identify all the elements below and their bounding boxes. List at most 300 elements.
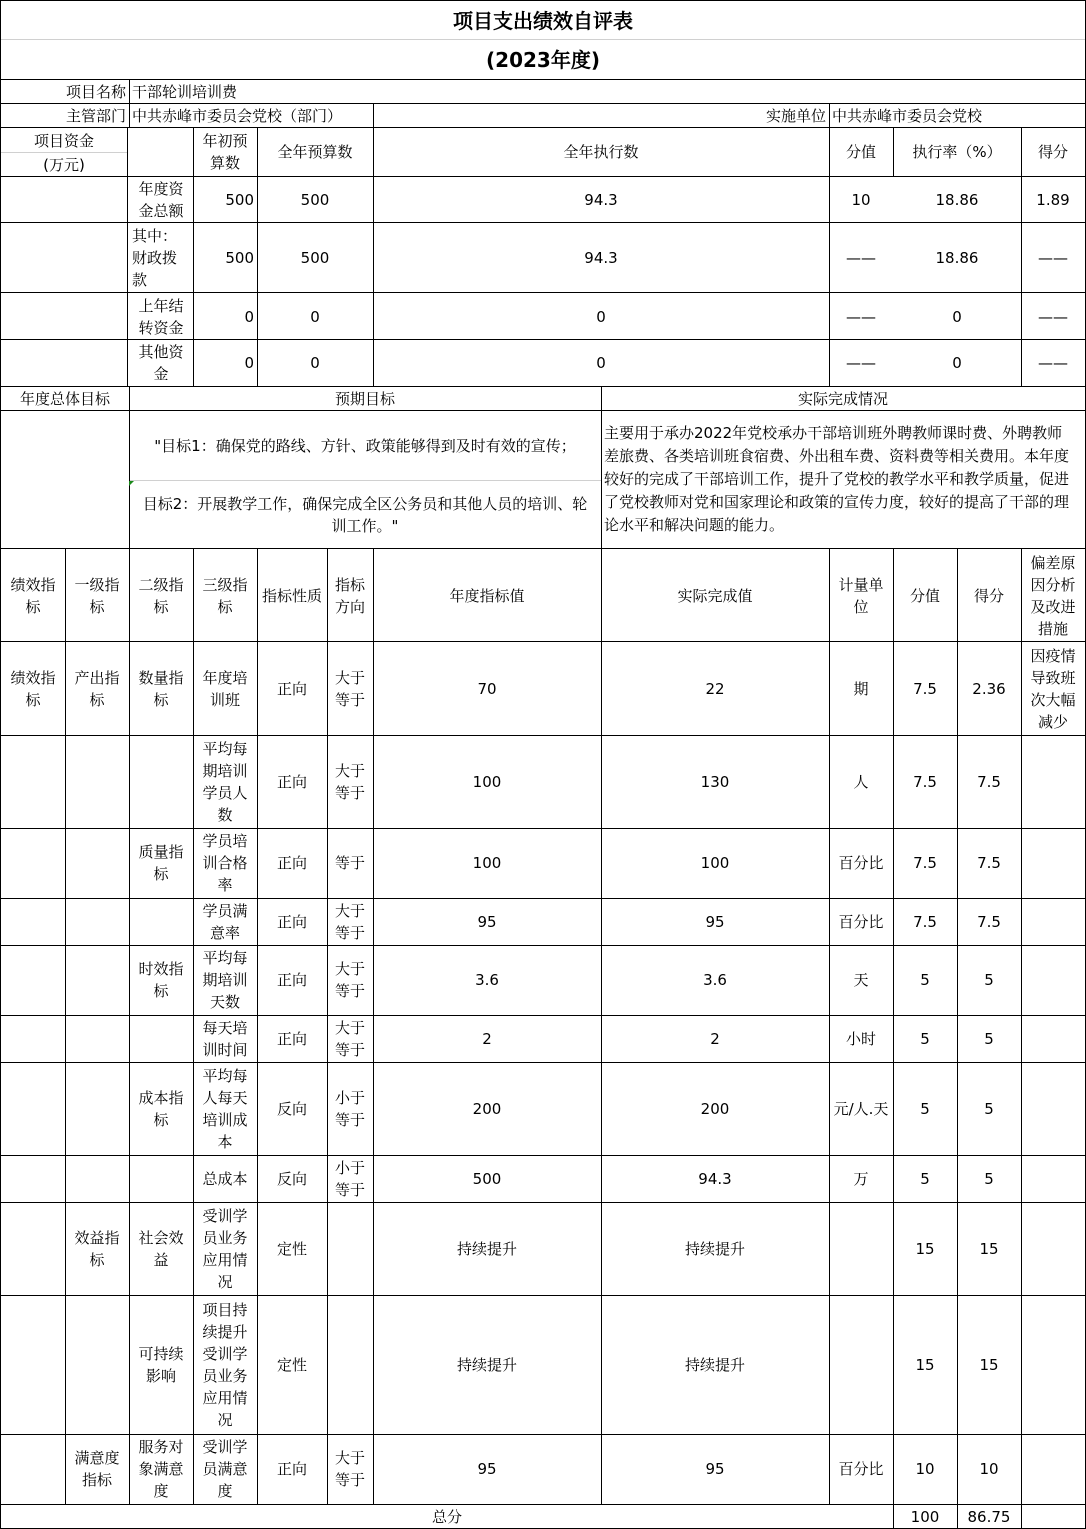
ind-cell-l4 bbox=[193, 1434, 257, 1504]
ind-cell-target-text: 95 bbox=[477, 1460, 497, 1478]
ind-cell-unit-text: 百分比 bbox=[838, 854, 884, 872]
funds-header-init-text: 年初预算数 bbox=[202, 132, 248, 172]
funds-cell-budget bbox=[257, 177, 373, 223]
ind-cell-nature-text: 正向 bbox=[276, 772, 307, 791]
funds-cell-score-text: 1.89 bbox=[1036, 191, 1070, 209]
ind-cell-l3 bbox=[129, 1062, 193, 1155]
ind-cell-unit-text: 小时 bbox=[845, 1029, 876, 1048]
ind-cell-score-text: 5 bbox=[984, 1099, 994, 1118]
grid-line bbox=[0, 735, 1086, 736]
funds-cell-budget-text: 0 bbox=[310, 307, 320, 326]
ind-cell-actual bbox=[601, 1202, 829, 1295]
ind-cell-l2 bbox=[65, 828, 129, 898]
funds-cell-rate-text: 18.86 bbox=[935, 191, 979, 209]
ind-cell-weight-text: 5 bbox=[920, 1029, 930, 1048]
total-weight bbox=[893, 1505, 957, 1528]
ind-cell-nature bbox=[257, 1295, 327, 1434]
ind-cell-target bbox=[373, 735, 601, 828]
ind-cell-dir bbox=[327, 1202, 373, 1295]
funds-cell-exec bbox=[373, 177, 829, 223]
ind-cell-unit bbox=[829, 945, 893, 1015]
ind-cell-score-text: 5 bbox=[984, 1029, 994, 1048]
funds-label-2-text: (万元) bbox=[43, 155, 85, 174]
ind-cell-nature-text: 正向 bbox=[276, 971, 307, 989]
ind-cell-unit-text: 人 bbox=[853, 772, 869, 791]
ind-cell-l4-text: 项目持续提升受训学员业务应用情况 bbox=[202, 1300, 248, 1429]
ind-cell-l4 bbox=[193, 642, 257, 735]
funds-header-budget bbox=[257, 128, 373, 176]
funds-row-name bbox=[129, 293, 193, 340]
ind-cell-reason bbox=[1021, 898, 1085, 945]
ind-cell-target bbox=[373, 1062, 601, 1155]
funds-label-2 bbox=[1, 153, 127, 176]
funds-label-1-text: 项目资金 bbox=[33, 132, 94, 150]
ind-cell-actual-text: 100 bbox=[700, 854, 730, 872]
ind-cell-weight-text: 15 bbox=[915, 1239, 935, 1258]
hdr-direction-text: 指标方向 bbox=[334, 575, 365, 616]
ind-cell-target-text: 2 bbox=[482, 1029, 492, 1048]
ind-cell-l1 bbox=[1, 1202, 65, 1295]
ind-cell-unit bbox=[829, 1062, 893, 1155]
funds-cell-score_val-text: —— bbox=[846, 249, 876, 267]
funds-cell-budget bbox=[257, 293, 373, 340]
ind-cell-weight bbox=[893, 945, 957, 1015]
hdr-weight bbox=[893, 549, 957, 642]
goals-actual-header-text: 实际完成情况 bbox=[797, 389, 888, 408]
ind-cell-l2 bbox=[65, 1202, 129, 1295]
grid-line bbox=[0, 39, 1086, 40]
ind-cell-l2 bbox=[65, 1062, 129, 1155]
ind-cell-target bbox=[373, 898, 601, 945]
hdr-reason bbox=[1021, 549, 1085, 642]
ind-cell-actual-text: 95 bbox=[705, 912, 725, 931]
funds-header-budget-text: 全年预算数 bbox=[277, 143, 353, 161]
goals-expected-header-text: 预期目标 bbox=[334, 389, 395, 408]
funds-header-score bbox=[1021, 128, 1085, 176]
grid-line bbox=[0, 152, 127, 153]
ind-cell-dir-text: 大于等于 bbox=[334, 1018, 365, 1059]
ind-cell-l3-text: 时效指标 bbox=[138, 960, 184, 1000]
funds-cell-score bbox=[1021, 293, 1085, 340]
ind-cell-target bbox=[373, 1434, 601, 1504]
ind-cell-actual-text: 持续提升 bbox=[684, 1355, 745, 1374]
hdr-direction bbox=[327, 549, 373, 642]
ind-cell-l4-text: 总成本 bbox=[202, 1169, 248, 1188]
ind-cell-nature-text: 正向 bbox=[276, 1029, 307, 1048]
ind-cell-weight bbox=[893, 642, 957, 735]
ind-cell-weight bbox=[893, 1295, 957, 1434]
grid-line bbox=[257, 548, 258, 1504]
ind-cell-reason bbox=[1021, 1062, 1085, 1155]
ind-cell-unit bbox=[829, 1202, 893, 1295]
ind-cell-score bbox=[957, 642, 1021, 735]
funds-header-weight bbox=[829, 128, 893, 176]
grid-line bbox=[601, 548, 602, 1504]
funds-header-init bbox=[193, 128, 257, 176]
funds-cell-score_val bbox=[829, 293, 893, 340]
ind-cell-l3 bbox=[129, 1295, 193, 1434]
ind-cell-l4 bbox=[193, 828, 257, 898]
ind-cell-l1 bbox=[1, 945, 65, 1015]
funds-cell-budget bbox=[257, 340, 373, 386]
ind-cell-weight-text: 7.5 bbox=[913, 854, 937, 872]
ind-cell-l2 bbox=[65, 898, 129, 945]
impl-label bbox=[373, 104, 829, 127]
grid-line bbox=[1021, 127, 1022, 386]
grid-line bbox=[0, 1015, 1086, 1016]
hdr-actual-text: 实际完成值 bbox=[677, 586, 753, 605]
funds-cell-score-text: —— bbox=[1038, 354, 1068, 372]
ind-cell-l4-text: 受训学员业务应用情况 bbox=[202, 1206, 248, 1291]
hdr-score bbox=[957, 549, 1021, 642]
ind-cell-target-text: 持续提升 bbox=[456, 1239, 517, 1258]
funds-cell-init bbox=[193, 177, 257, 223]
grid-line bbox=[1021, 1504, 1022, 1528]
ind-cell-nature bbox=[257, 735, 327, 828]
funds-row-name bbox=[129, 340, 193, 386]
ind-cell-l2-text: 产出指标 bbox=[74, 668, 120, 709]
ind-cell-unit-text: 元/人.天 bbox=[833, 1099, 889, 1118]
ind-cell-target-text: 3.6 bbox=[475, 971, 499, 989]
ind-cell-weight-text: 5 bbox=[920, 971, 930, 989]
ind-cell-weight bbox=[893, 1202, 957, 1295]
ind-cell-l3 bbox=[129, 1155, 193, 1202]
ind-cell-weight bbox=[893, 1062, 957, 1155]
grid-line bbox=[957, 1504, 958, 1528]
funds-cell-init-text: 500 bbox=[225, 249, 254, 267]
ind-cell-l2 bbox=[65, 945, 129, 1015]
ind-cell-actual bbox=[601, 1062, 829, 1155]
goals-label-text: 年度总体目标 bbox=[19, 389, 110, 408]
ind-cell-dir bbox=[327, 1062, 373, 1155]
hdr-nature bbox=[257, 549, 327, 642]
goals-expected-header bbox=[129, 387, 601, 410]
hdr-actual bbox=[601, 549, 829, 642]
funds-row-name bbox=[129, 177, 193, 223]
dept-value-text: 中共赤峰市委员会党校（部门） bbox=[132, 106, 343, 125]
funds-cell-score_val-text: 10 bbox=[851, 191, 871, 209]
ind-cell-actual-text: 持续提升 bbox=[684, 1239, 745, 1258]
ind-cell-dir bbox=[327, 945, 373, 1015]
funds-row-name bbox=[129, 223, 193, 293]
ind-cell-score bbox=[957, 1015, 1021, 1062]
dept-label bbox=[1, 104, 129, 127]
project-name-label-text: 项目名称 bbox=[65, 82, 126, 101]
ind-cell-l1-text: 绩效指标 bbox=[10, 668, 56, 709]
hdr-level1 bbox=[65, 549, 129, 642]
grid-line bbox=[0, 222, 1086, 223]
ind-cell-dir-text: 大于等于 bbox=[334, 668, 365, 709]
hdr-perf bbox=[1, 549, 65, 642]
grid-line bbox=[0, 410, 1086, 411]
ind-cell-actual bbox=[601, 735, 829, 828]
ind-cell-target bbox=[373, 642, 601, 735]
total-weight-text: 100 bbox=[910, 1507, 940, 1526]
hdr-level1-text: 一级指标 bbox=[74, 575, 120, 616]
funds-header-exec bbox=[373, 128, 829, 176]
ind-cell-weight bbox=[893, 828, 957, 898]
ind-cell-l1 bbox=[1, 1295, 65, 1434]
funds-cell-score bbox=[1021, 177, 1085, 223]
hdr-target bbox=[373, 549, 601, 642]
ind-cell-nature bbox=[257, 1015, 327, 1062]
ind-cell-l3-text: 可持续影响 bbox=[138, 1344, 184, 1385]
ind-cell-weight-text: 10 bbox=[915, 1460, 935, 1478]
funds-header-rate-text: 执行率（%） bbox=[912, 143, 1002, 161]
ind-cell-l4-text: 学员满意率 bbox=[202, 901, 248, 942]
ind-cell-l2 bbox=[65, 642, 129, 735]
grid-line bbox=[373, 548, 374, 1504]
grid-line bbox=[257, 127, 258, 386]
ind-cell-dir bbox=[327, 898, 373, 945]
funds-cell-init bbox=[193, 293, 257, 340]
hdr-unit bbox=[829, 549, 893, 642]
total-score-text: 86.75 bbox=[967, 1507, 1011, 1526]
hdr-level2 bbox=[129, 549, 193, 642]
funds-cell-init bbox=[193, 340, 257, 386]
grid-line bbox=[0, 1504, 1086, 1505]
total-score bbox=[957, 1505, 1021, 1528]
funds-cell-init-text: 0 bbox=[244, 307, 254, 326]
grid-line bbox=[0, 0, 1, 1529]
ind-cell-unit-text: 天 bbox=[853, 971, 869, 989]
grid-line bbox=[0, 828, 1086, 829]
hdr-level2-text: 二级指标 bbox=[138, 575, 184, 616]
ind-cell-score-text: 5 bbox=[984, 971, 994, 989]
ind-cell-dir bbox=[327, 642, 373, 735]
grid-line bbox=[601, 386, 602, 548]
hdr-perf-text: 绩效指标 bbox=[10, 575, 56, 616]
ind-cell-l2 bbox=[65, 1015, 129, 1062]
funds-cell-exec-text: 0 bbox=[596, 354, 606, 372]
project-name-value bbox=[129, 80, 1085, 103]
ind-cell-l4 bbox=[193, 1155, 257, 1202]
ind-cell-nature-text: 正向 bbox=[276, 1460, 307, 1478]
ind-cell-actual-text: 130 bbox=[700, 772, 730, 791]
funds-cell-score_val bbox=[829, 340, 893, 386]
ind-cell-target-text: 95 bbox=[477, 912, 497, 931]
funds-cell-score bbox=[1021, 223, 1085, 293]
grid-line bbox=[0, 1434, 1086, 1435]
ind-cell-target bbox=[373, 1202, 601, 1295]
ind-cell-l4-text: 学员培训合格率 bbox=[202, 832, 248, 894]
funds-row-name-text: 年度资金总额 bbox=[138, 180, 184, 220]
ind-cell-score-text: 2.36 bbox=[972, 679, 1006, 698]
ind-cell-score-text: 7.5 bbox=[977, 772, 1001, 791]
hdr-unit-text: 计量单位 bbox=[838, 575, 884, 616]
ind-cell-reason bbox=[1021, 1155, 1085, 1202]
ind-cell-dir-text: 大于等于 bbox=[334, 1449, 365, 1489]
grid-line bbox=[127, 127, 128, 386]
ind-cell-reason bbox=[1021, 828, 1085, 898]
ind-cell-unit bbox=[829, 1295, 893, 1434]
ind-cell-weight-text: 5 bbox=[920, 1099, 930, 1118]
cell-marker-icon bbox=[129, 481, 134, 486]
ind-cell-reason bbox=[1021, 642, 1085, 735]
funds-cell-rate-text: 0 bbox=[952, 307, 962, 326]
ind-cell-actual bbox=[601, 828, 829, 898]
ind-cell-unit bbox=[829, 735, 893, 828]
ind-cell-nature-text: 定性 bbox=[276, 1239, 307, 1258]
impl-value-text: 中共赤峰市委员会党校 bbox=[832, 106, 983, 125]
ind-cell-dir-text: 大于等于 bbox=[334, 901, 365, 942]
ind-cell-l3 bbox=[129, 945, 193, 1015]
ind-cell-l2-text: 效益指标 bbox=[74, 1228, 120, 1269]
ind-cell-weight bbox=[893, 898, 957, 945]
ind-cell-unit-text: 期 bbox=[853, 679, 869, 698]
ind-cell-target-text: 持续提升 bbox=[456, 1355, 517, 1374]
ind-cell-l1 bbox=[1, 828, 65, 898]
funds-cell-rate bbox=[893, 293, 1021, 340]
ind-cell-score-text: 7.5 bbox=[977, 912, 1001, 931]
project-name-label bbox=[1, 80, 129, 103]
funds-cell-budget-text: 500 bbox=[300, 191, 330, 209]
funds-cell-budget-text: 500 bbox=[300, 249, 330, 267]
grid-line bbox=[893, 127, 894, 176]
grid-line bbox=[0, 0, 1086, 1]
ind-cell-score bbox=[957, 1295, 1021, 1434]
ind-cell-dir bbox=[327, 735, 373, 828]
funds-cell-exec-text: 94.3 bbox=[584, 191, 618, 209]
grid-line bbox=[129, 79, 130, 127]
ind-cell-l3-text: 数量指标 bbox=[138, 668, 184, 709]
grid-line bbox=[0, 1202, 1086, 1203]
ind-cell-l4 bbox=[193, 1015, 257, 1062]
ind-cell-nature-text: 反向 bbox=[276, 1169, 307, 1188]
ind-cell-l2 bbox=[65, 1295, 129, 1434]
ind-cell-l4 bbox=[193, 1295, 257, 1434]
ind-cell-nature bbox=[257, 1202, 327, 1295]
ind-cell-unit bbox=[829, 1434, 893, 1504]
funds-cell-score bbox=[1021, 340, 1085, 386]
funds-label-1 bbox=[1, 130, 127, 152]
sheet-title bbox=[1, 1, 1085, 40]
grid-line bbox=[0, 548, 1086, 549]
ind-cell-reason bbox=[1021, 735, 1085, 828]
funds-cell-init-text: 500 bbox=[225, 191, 254, 209]
ind-cell-score bbox=[957, 898, 1021, 945]
ind-cell-unit-text: 万 bbox=[853, 1169, 869, 1188]
funds-cell-rate-text: 0 bbox=[952, 354, 962, 372]
funds-cell-rate bbox=[893, 177, 1021, 223]
ind-cell-l1 bbox=[1, 1155, 65, 1202]
ind-cell-actual-text: 95 bbox=[705, 1460, 725, 1478]
goal-1-text-text: "目标1：确保党的路线、方针、政策能够得到及时有效的宣传； bbox=[154, 437, 576, 455]
grid-line bbox=[957, 548, 958, 1504]
grid-line bbox=[0, 292, 1086, 293]
ind-cell-reason bbox=[1021, 1015, 1085, 1062]
impl-label-text: 实施单位 bbox=[765, 106, 826, 125]
sheet-year-text: (2023年度) bbox=[486, 47, 600, 72]
ind-cell-l3 bbox=[129, 1202, 193, 1295]
grid-line bbox=[829, 548, 830, 1504]
grid-line bbox=[0, 898, 1086, 899]
funds-cell-budget bbox=[257, 223, 373, 293]
ind-cell-l3-text: 成本指标 bbox=[138, 1088, 184, 1129]
ind-cell-target-text: 200 bbox=[472, 1099, 502, 1118]
ind-cell-score bbox=[957, 1434, 1021, 1504]
ind-cell-score-text: 5 bbox=[984, 1169, 994, 1188]
ind-cell-nature bbox=[257, 828, 327, 898]
ind-cell-actual-text: 22 bbox=[705, 679, 725, 698]
ind-cell-nature-text: 反向 bbox=[276, 1099, 307, 1118]
ind-cell-dir-text: 大于等于 bbox=[334, 960, 365, 1000]
ind-cell-l3-text: 社会效益 bbox=[138, 1228, 184, 1269]
funds-row-name-text: 其中：财政拨款 bbox=[132, 227, 178, 289]
funds-header-rate bbox=[893, 128, 1021, 176]
ind-cell-score bbox=[957, 1155, 1021, 1202]
grid-line bbox=[829, 103, 830, 386]
grid-line bbox=[0, 386, 1086, 387]
ind-cell-l3 bbox=[129, 898, 193, 945]
grid-line bbox=[193, 548, 194, 1504]
goals-actual-text-text: 主要用于承办2022年党校承办干部培训班外聘教师课时费、外聘教师差旅费、各类培训班食宿费、外出租车费、资料费等相关费用。本年度较好的完成了干部培训工作，提升了党校的教学水平和教学质量，促进了党校教师对党和国家理论和政策的宣传力度，较好的提高了干部的理论水平和解决问题的能力。 bbox=[604, 424, 1070, 534]
ind-cell-weight-text: 7.5 bbox=[913, 912, 937, 931]
ind-cell-target-text: 100 bbox=[472, 772, 502, 791]
hdr-target-text: 年度指标值 bbox=[449, 586, 525, 605]
ind-cell-unit bbox=[829, 1155, 893, 1202]
grid-line bbox=[893, 548, 894, 1504]
ind-cell-dir bbox=[327, 1015, 373, 1062]
funds-cell-score_val bbox=[829, 177, 893, 223]
ind-cell-nature bbox=[257, 1062, 327, 1155]
funds-cell-score-text: —— bbox=[1038, 249, 1068, 267]
funds-cell-exec bbox=[373, 223, 829, 293]
dept-label-text: 主管部门 bbox=[65, 106, 126, 125]
ind-cell-weight bbox=[893, 1155, 957, 1202]
ind-cell-unit-text: 百分比 bbox=[838, 1460, 884, 1478]
goal-2-text-text: 目标2：开展教学工作，确保完成全区公务员和其他人员的培训、轮训工作。" bbox=[142, 495, 588, 535]
hdr-nature-text: 指标性质 bbox=[261, 586, 322, 605]
ind-cell-nature-text: 定性 bbox=[276, 1355, 307, 1374]
ind-cell-score bbox=[957, 735, 1021, 828]
ind-cell-l2-text: 满意度指标 bbox=[74, 1449, 120, 1489]
ind-cell-actual-text: 200 bbox=[700, 1099, 730, 1118]
ind-cell-nature bbox=[257, 898, 327, 945]
ind-cell-l4 bbox=[193, 1062, 257, 1155]
ind-cell-dir-text: 大于等于 bbox=[334, 761, 365, 802]
grid-line bbox=[373, 103, 374, 386]
hdr-reason-text: 偏差原因分析及改进措施 bbox=[1030, 553, 1076, 638]
ind-cell-actual bbox=[601, 945, 829, 1015]
ind-cell-actual-text: 2 bbox=[710, 1029, 720, 1048]
ind-cell-l4-text: 平均每人每天培训成本 bbox=[202, 1066, 248, 1151]
ind-cell-target bbox=[373, 1015, 601, 1062]
ind-cell-l2 bbox=[65, 1434, 129, 1504]
ind-cell-actual bbox=[601, 1015, 829, 1062]
grid-line bbox=[0, 79, 1086, 80]
ind-cell-dir bbox=[327, 1295, 373, 1434]
ind-cell-target bbox=[373, 828, 601, 898]
ind-cell-l4 bbox=[193, 945, 257, 1015]
funds-cell-rate bbox=[893, 223, 1021, 293]
total-label-text: 总分 bbox=[431, 1507, 462, 1526]
ind-cell-unit bbox=[829, 898, 893, 945]
ind-cell-l4-text: 平均每期培训天数 bbox=[202, 949, 248, 1011]
ind-cell-score-text: 15 bbox=[979, 1239, 999, 1258]
ind-cell-weight-text: 7.5 bbox=[913, 679, 937, 698]
ind-cell-unit bbox=[829, 828, 893, 898]
ind-cell-nature-text: 正向 bbox=[276, 854, 307, 872]
ind-cell-reason bbox=[1021, 1434, 1085, 1504]
ind-cell-target bbox=[373, 1155, 601, 1202]
ind-cell-nature bbox=[257, 945, 327, 1015]
ind-cell-l3 bbox=[129, 642, 193, 735]
grid-line bbox=[0, 176, 1086, 177]
ind-cell-l4 bbox=[193, 898, 257, 945]
ind-cell-dir-text: 小于等于 bbox=[334, 1158, 365, 1199]
grid-line bbox=[65, 548, 66, 1504]
